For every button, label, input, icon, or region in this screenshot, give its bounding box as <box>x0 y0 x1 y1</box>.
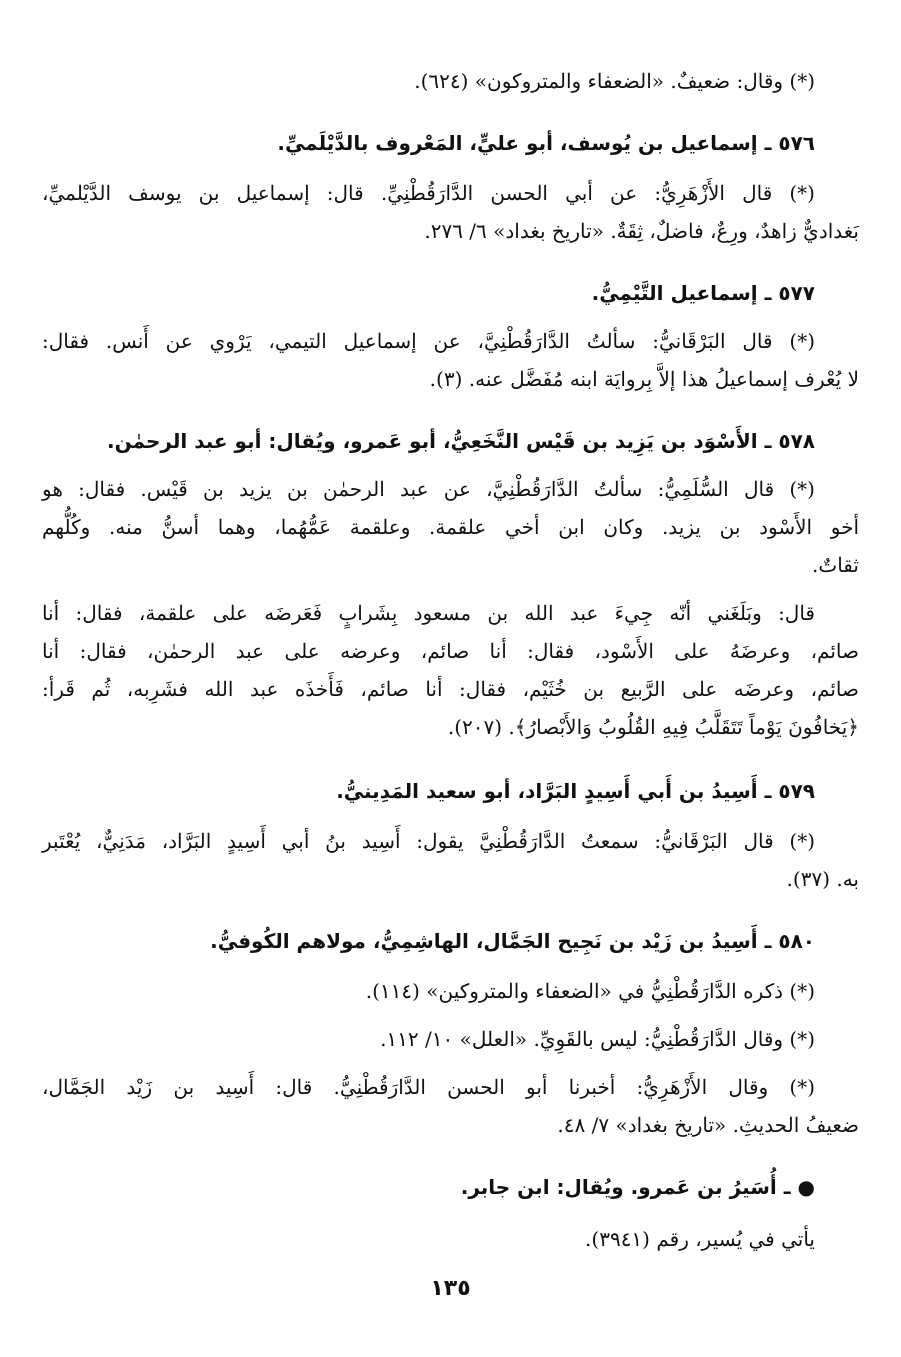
entry-578-quote-line4: ﴿يَخافُونَ يَوْماً تَتَقَلَّبُ فِيهِ القُلُوبُ وَالأَبْصارُ﴾. (٢٠٧). <box>447 715 859 739</box>
entry-580-note1: (*) ذكره الدَّارَقُطْنِيُّ في «الضعفاء والمتروكين» (١١٤). <box>365 979 815 1003</box>
entry-580-note3-line1: (*) وقال الأَزْهَرِيُّ: أخبرنا أبو الحسن الدَّارَقُطْنِيُّ. قال: أَسِيد بن زَيْد الجَمَّال، <box>42 1075 815 1099</box>
entry-577-note-line2: لا يُعْرف إسماعيلُ هذا إلاَّ بِروايَة ابنه مُفَضَّل عنه. (٣). <box>429 367 859 391</box>
entry-578-note-line2: أخو الأَسْود بن يزيد. وكان ابن أخي علقمة. وعلقمة عَمُّهُما، وهما أسنُّ منه. وكُلُّهم <box>42 515 859 539</box>
entry-578-quote-line3: صائم، وعرضَه على الرَّبيع بن خُثَيْم، فقال: أنا صائم، فَأَخذَه عبد الله فشَرِبه، ثُم قَرأ: <box>42 677 859 701</box>
entry-578-heading: ٥٧٨ ـ الأَسْوَد بن يَزِيد بن قَيْس النَّخَعِيُّ، أبو عَمرو، ويُقال: أبو عبد الرحمٰن. <box>107 429 815 453</box>
entry-580-heading: ٥٨٠ ـ أَسِيدُ بن زَيْد بن نَجِيح الجَمَّال، الهاشِمِيُّ، مولاهم الكُوفيُّ. <box>210 929 815 953</box>
entry-580-note3-line2: ضعيفُ الحديثِ. «تاريخ بغداد» ٧/ ٤٨. <box>557 1113 859 1137</box>
entry-576-heading: ٥٧٦ ـ إسماعيل بن يُوسف، أبو عليٍّ، المَعْروف بالدَّيْلَميِّ. <box>277 131 815 155</box>
entry-576-note-line1: (*) قال الأَزْهَرِيُّ: عن أبي الحسن الدَّارَقُطْنِيِّ. قال: إسماعيل بن يوسف الدَّيْلميِّ، <box>42 181 815 205</box>
entry-577-heading: ٥٧٧ ـ إسماعيل التَّيْمِيُّ. <box>591 281 815 305</box>
cross-reference-heading: ● ـ أُسَيرُ بن عَمرو. ويُقال: ابن جابر. <box>460 1175 815 1199</box>
entry-578-quote-line1: قال: وبَلَغَني أنّه جِيءَ عبد الله بن مسعود بِشَرابٍ فَعَرضَه على علقمة، فقال: أنا <box>42 601 815 625</box>
entry-578-note-line3: ثقاتٌ. <box>812 553 859 577</box>
entry-576-note-line2: بَغداديٌّ زاهدٌ، ورِعٌ، فاضلٌ، ثِقَةٌ. «تاريخ بغداد» ٦/ ٢٧٦. <box>424 219 859 243</box>
entry-577-note-line1: (*) قال البَرْقَانيُّ: سألتُ الدَّارَقُطْنِيَّ، عن إسماعيل التيمي، يَرْوي عن أَنس. فقال: <box>42 329 815 353</box>
entry-578-quote-line2: صائم، وعرضَهُ على الأَسْود، فقال: أنا صائم، وعرضه على عبد الرحمٰن، فقال: أنا <box>42 639 859 663</box>
entry-579-note-line1: (*) قال البَرْقَانيُّ: سمعتُ الدَّارَقُطْنِيَّ يقول: أَسِيد بنُ أبي أَسِيدٍ البَرَّاد، مَدَنِيٌّ، يُعْتَبر <box>42 829 815 853</box>
entry-579-heading: ٥٧٩ ـ أَسِيدُ بن أَبي أَسِيدٍ البَرَّاد، أبو سعيد المَدِينيُّ. <box>336 779 815 803</box>
entry-575-note: (*) وقال: ضعيفٌ. «الضعفاء والمتروكون» (٦٢٤). <box>414 69 815 93</box>
entry-578-note-line1: (*) قال السُّلَمِيُّ: سألتُ الدَّارَقُطْنِيَّ، عن عبد الرحمٰن بن يزيد بن قَيْس. فقال: هو <box>42 477 815 501</box>
page-number: ١٣٥ <box>430 1276 471 1301</box>
cross-reference-note: يأتي في يُسير، رقم (٣٩٤١). <box>585 1227 815 1251</box>
entry-579-note-line2: به. (٣٧). <box>786 867 859 891</box>
entry-580-note2: (*) وقال الدَّارَقُطْنِيُّ: ليس بالقَوِيِّ. «العلل» ١٠/ ١١٢. <box>380 1027 815 1051</box>
